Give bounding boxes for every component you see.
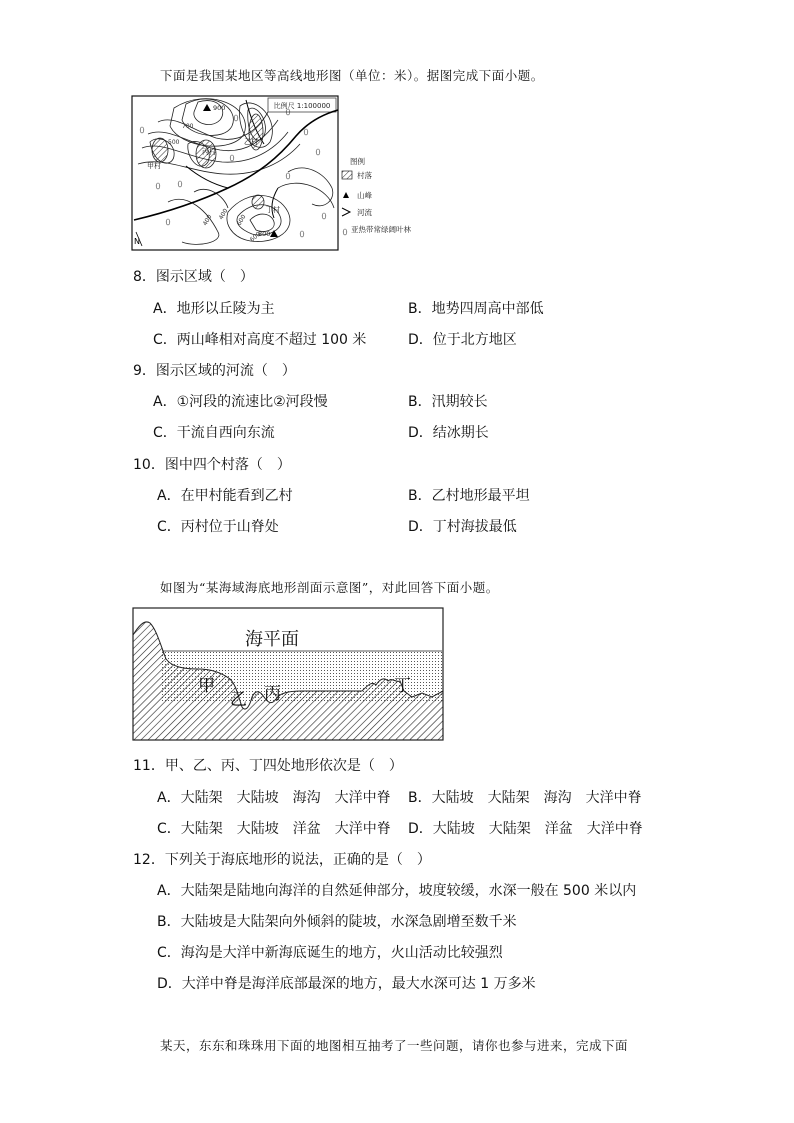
legend-river-icon [342, 208, 350, 216]
q8-option-b[interactable]: B．地势四周高中部低 [408, 301, 544, 317]
contour-label: 400 [201, 213, 214, 227]
north-label: N [134, 237, 140, 246]
q9-option-b[interactable]: B．汛期较长 [408, 394, 488, 410]
q11-option-c[interactable]: C．大陆架 大陆坡 洋盆 大洋中脊 [157, 821, 391, 837]
q8-option-a[interactable]: A．地形以丘陵为主 [153, 301, 275, 317]
legend-village-symbol [342, 171, 352, 179]
question-9: 9．图示区域的河流（ ） [133, 363, 296, 379]
question-10: 10．图中四个村落（ ） [133, 457, 291, 473]
q10-option-d[interactable]: D．丁村海拔最低 [408, 519, 517, 535]
q12-option-b[interactable]: B．大陆坡是大陆架向外倾斜的陡坡，水深急剧增至数千米 [157, 914, 517, 930]
village-ding-label: 丁村 [266, 206, 280, 214]
village-bing-label: 丙村 [202, 148, 216, 156]
village-yi-label: 乙村 [244, 138, 258, 146]
q8-option-d[interactable]: D．位于北方地区 [408, 332, 517, 348]
question-12: 12．下列关于海底地形的说法，正确的是（ ） [133, 852, 431, 868]
q12-option-d[interactable]: D．大洋中脊是海洋底部最深的地方，最大水深可达 1 万多米 [157, 976, 536, 992]
peak-label: 900 [213, 104, 226, 112]
section3-intro: 某天，东东和珠珠用下面的地图相互抽考了一些问题，请你也参与进来，完成下面 [160, 1038, 629, 1053]
q11-option-a[interactable]: A．大陆架 大陆坡 海沟 大洋中脊 [157, 790, 391, 806]
q10-option-a[interactable]: A．在甲村能看到乙村 [157, 488, 293, 504]
question-8: 8．图示区域（ ） [133, 269, 254, 285]
section1-intro: 下面是我国某地区等高线地形图（单位：米）。据图完成下面小题。 [160, 68, 544, 83]
q11-option-b[interactable]: B．大陆坡 大陆架 海沟 大洋中脊 [408, 790, 642, 806]
question-11: 11．甲、乙、丙、丁四处地形依次是（ ） [133, 758, 403, 774]
q12-option-a[interactable]: A．大陆架是陆地向海洋的自然延伸部分，坡度较缓，水深一般在 500 米以内 [157, 883, 637, 899]
seabed-profile-diagram [132, 607, 444, 741]
section2-intro: 如图为“某海域海底地形剖面示意图”，对此回答下面小题。 [160, 580, 499, 595]
legend-forest-icon [343, 229, 347, 235]
q9-option-d[interactable]: D．结冰期长 [408, 425, 489, 441]
peak-label: 800 [258, 230, 271, 238]
scale-text: 比例尺 1:100000 [273, 102, 331, 110]
contour-label: 400 [217, 207, 230, 221]
q9-option-a[interactable]: A．①河段的流速比②河段慢 [153, 394, 328, 410]
q8-option-c[interactable]: C．两山峰相对高度不超过 100 米 [153, 332, 367, 348]
q10-option-b[interactable]: B．乙村地形最平坦 [408, 488, 530, 504]
label-jia: 甲 [198, 676, 215, 696]
legend-village-label: 村落 [357, 171, 372, 180]
sea-level-label: 海平面 [245, 629, 299, 650]
contour-label: 600 [235, 213, 248, 227]
contour-map [128, 92, 411, 254]
map-frame [132, 96, 338, 250]
q10-option-c[interactable]: C．丙村位于山脊处 [157, 519, 279, 535]
village-jia-label: 甲村 [147, 162, 161, 170]
contour-label: 700 [182, 123, 194, 130]
legend-peak-icon [343, 192, 349, 198]
contour-label: 500 [168, 139, 180, 146]
q11-option-d[interactable]: D．大陆坡 大陆架 洋盆 大洋中脊 [408, 821, 643, 837]
village-jia-area [152, 138, 168, 162]
legend-peak-label: 山峰 [357, 191, 372, 200]
label-ding: 丁 [394, 676, 411, 696]
label-yi: 乙 [230, 690, 247, 710]
q9-option-c[interactable]: C．干流自西向东流 [153, 425, 275, 441]
legend-title: 图例 [350, 157, 365, 166]
legend-forest-label: 亚热带常绿阔叶林 [351, 225, 411, 234]
label-bing: 丙 [264, 684, 281, 704]
contour-label: 600 [248, 230, 263, 244]
legend-river-label: 河流 [357, 208, 372, 217]
village-ding-area [252, 195, 264, 209]
q12-option-c[interactable]: C．海沟是大洋中新海底诞生的地方，火山活动比较强烈 [157, 945, 503, 961]
